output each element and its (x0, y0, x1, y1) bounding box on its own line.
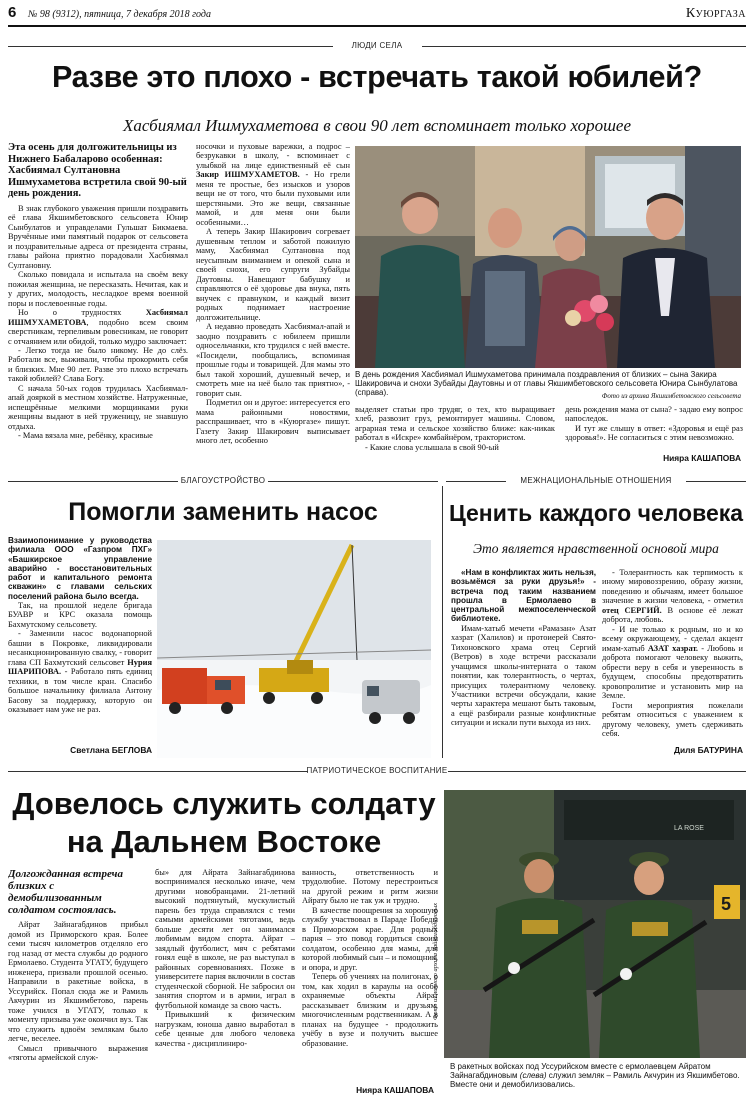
article1-col2 (196, 142, 350, 468)
rubric-rule-right (422, 46, 746, 47)
header-rule (8, 25, 746, 27)
rubric-interethnic: МЕЖНАЦИОНАЛЬНЫЕ ОТНОШЕНИЯ (520, 476, 672, 485)
text-span: - Толерантность как терпимость к иному мировоззрению, образу жизни, поведению и обычаям, имеет большое значение в жизни человека, - отметил (602, 568, 743, 606)
text-span: - И не только к родным, но и ко всему окружающему, - сделал акцент имам-хатыб (602, 624, 743, 653)
photo3-caption (450, 1062, 742, 1090)
article1-col4 (565, 405, 743, 460)
paragraph (8, 629, 152, 714)
rubric-people: ЛЮДИ СЕЛА (351, 41, 403, 50)
rubric-rule-left (8, 46, 333, 47)
crane-photo (157, 540, 431, 758)
paragraph: Подметил он и другое: интересуется его мама районными новостями, расспрашивает, что в «Куюргазе» пишут. Газету Закир Шакирович выписывает много лет, особенно (196, 398, 350, 446)
newspaper-name: Куюргаза (685, 6, 746, 21)
article1-author: Нияра КАШАПОВА (663, 453, 741, 463)
rubric-rule-left (8, 771, 308, 772)
text-span: В основе её лежат доброта, любовь. (602, 605, 743, 625)
crane-photo-illustration (157, 540, 431, 758)
column-divider (442, 486, 443, 758)
text-span: - Но грели меня те простые, без изысков и узоров вещи не от того, что были пуховыми или шерстяными. Это же вещи, связанные мамой, и для меня они были особенными… (196, 170, 350, 227)
soldiers-photo-illustration (444, 790, 746, 1058)
article3-subtitle: Это являeтся нравственной основой мира (473, 541, 719, 556)
article1-lead: Эта осень для долгожительницы из Нижнего Бабаларово особенная: Хасбиямал Султановна Ишмухаметова встретила свой 90-ый день рождения. (8, 142, 187, 200)
article4-lead: Долгожданная встреча близких с демобилизованным солдатом состоялась. (8, 868, 123, 917)
rubric-patriotic: ПАТРИОТИЧЕСКОЕ ВОСПИТАНИЕ (306, 766, 448, 775)
text-span: Но о трудностях (18, 308, 122, 318)
rubric-improvement: БЛАГОУСТРОЙСТВО (180, 476, 266, 485)
paragraph: бы» для Айрата Зайнагабдинова воспринимался несколько иначе, чем другими новобранцами. 21-летний высокий подтянутый, мускулистый парень без труда справлялся с теми самыми армейскими тяготами, ведь больше десяти лет он занимался любимым видом спорта. Айрат – заядлый футболист, мяч с ребятами гонял ещё в школе, не раз выступал в районных соревнованиях. Позже в университете парня включили в состав студенческой сборной. Не забросил он занятия спортом и в армии, играл в футбольной команде за свою часть. (155, 868, 295, 1010)
paragraph: В знак глубокого уважения пришли поздравить её глава Якшимбетовского сельсовета Юнир Сынбулатов и управделами Гульшат Бикмаева. Вручённые ими памятный подарок от сельсовета и поздравительные адреса от президента страны, главы района приятно порадовали Хасбиямал Султановну. (8, 203, 188, 270)
article4-col2 (155, 868, 295, 1098)
text-span: - Работало пять единиц техники, в том числе кран. Спасибо большое начальнику филиала Антону Басову за поддержку, которую он оказывает нам уже не раз. (8, 667, 152, 715)
page-number: 6 (8, 4, 17, 21)
paragraph: Теперь об учениях на полигонах, о том, как ходил в караулы на особо охраняемые объекты Айрат рассказывает близким и друзьям, многочисленным родственникам. А в планах на будущее - продолжить учёбу в вузе и получить высшее образование. (302, 972, 438, 1048)
caption-text: В ракетных войсках под Уссурийском вместе с ермолаевцем Айратом Зайнагабдиновым (450, 1062, 711, 1081)
paragraph: Айрат Зайнагабдинов прибыл домой из Приморского края. Более семи тысяч километров отделяло его год назад от места службы до родного Ермолаево. Студента УГАТУ, будущего инженера, призвали прошлой осенью. Направили в ракетные войска, в Уссурийск. Попал сюда же и Рамиль Акчурин из Якшимбетово, парень тоже учился в УГАТУ, только к моменту призыва уже окончил вуз. Так что служить вдвоём землякам было легче, веселее. (8, 920, 148, 1044)
photo1-credit: Фото из архива Якшимбетовского сельсовета (601, 392, 741, 400)
person-name: Хасбиямал ИШМУХАМЕТОВА (8, 308, 188, 327)
rubric-rule-right (686, 481, 746, 482)
rubric-rule-left (8, 481, 178, 482)
anniversary-photo (355, 146, 741, 368)
paragraph: Гости мероприятия пожелали ребятам относиться с уважением к другому человеку, уметь сдерживать себя. (602, 700, 743, 739)
family-photo-illustration (355, 146, 741, 368)
rubric-rule-left (446, 481, 506, 482)
paragraph: А теперь Закир Шакирович согревает душевным теплом и заботой пожилую маму, Хасбиямал Султановна под неусыпным вниманием и опекой сына и своей снохи, его супруги Зубайды Даутовны. Навещают бабушку и справляются о её здоровье два внука, пять внучек с правнуком, и каждый визит родных поднимает настроение долгожительнице. (196, 227, 350, 322)
text-span: - Любовь и доброта помогают человеку выжить, обрести веру в себя и уверенность в будущем, способны предотвратить кровопролитие и установить мир на Земле. (602, 643, 743, 701)
person-name: Нурия ШАРИПОВА. (8, 657, 152, 677)
paragraph: выделяет статьи про трудяг, о тех, кто выращивает хлеб, развозит груз, ремонтирует машины. Словом, аграрная тема и сельское хозяйство ближе: как-никак работал в «Искре» комбайнёром, трактористом. (355, 405, 555, 443)
paragraph: - Легко тогда не было никому. Не до слёз. Работали все, выживали, чтобы прокормить себя и близких. Мне 90 лет. Разве это плохо встречать такой юбилей? Слава Богу. (8, 346, 188, 384)
shop-sign: LA ROSE (674, 825, 704, 832)
article2-lead: Взаимопонимание у руководства филиала ООО «Газпром ПХГ» «Башкирское управление аварийно - восстановительных работ и капитального ремонта скважин» с главами сельских поселений района было всегда. (8, 536, 152, 601)
soldiers-photo (444, 790, 746, 1058)
person-name: отец СЕРГИЙ. (602, 605, 662, 615)
paragraph (8, 308, 188, 346)
sign-number: 5 (721, 894, 732, 914)
text-span: носочки и пуховые варежки, а подрос – безрукавки в школу, - вспоминает с улыбкой на лице единственный её сын (196, 142, 350, 170)
article1-subtitle: Хасбиямал Ишмухаметова в свои 90 лет вспоминает только хорошее (122, 116, 632, 135)
caption-text: В день рождения Хасбиямал Ишмухаметова принимала поздравления от близких – сына Закира Шакировича и снохи Зубайды Даутовны и от главы Якшимбетовского сельсовета Юнира Сынбулатова (справа). (355, 370, 738, 398)
caption-emphasis: (слева) (519, 1071, 547, 1081)
article3-author: Диля БАТУРИНА (673, 745, 743, 755)
article2-author: Светлана БЕГЛОВА (70, 745, 152, 755)
paragraph: А недавно проведать Хасбиямал-апай и заодно поздравить с юбилеем пришли односельчанки, кто трудился с ней вместе. «Посидели, пообщались, вспоминая прошлые годы и товарищей. Для мамы это был такой хороший, душевный вечер, и смотреть мне на неё было так приятно», - говорит сын. (196, 322, 350, 398)
article4-col1 (8, 868, 148, 1098)
caption-text: служил земляк – Рамиль Акчурин из Якшимбетово. Вместе они и демобилизовались. (450, 1071, 740, 1090)
photo3-credit-vertical: Фото из личного архива Зайнагабдиновых (432, 902, 439, 1020)
issue-info: № 98 (9312), пятница, 7 декабря 2018 года (28, 9, 211, 20)
article3-col2 (602, 568, 743, 743)
article1-col3 (355, 405, 555, 467)
paragraph: - Мама вязала мне, ребёнку, красивые (18, 431, 153, 441)
person-name: АЗАТ хазрат. (647, 643, 699, 653)
paragraph: - Какие слова услышала в свой 90-ый (365, 442, 499, 452)
article1-title: Разве это плохо - встречать такой юбилей? (52, 60, 702, 94)
paragraph: С начала 50-ых годов трудилась Хасбиямал-апай дояркой в местном хозяйстве. Натруженные, испещрённые мелкими морщинками руки женщины выдают в ней труженицу, не знавшую отдыха. (8, 383, 188, 431)
paragraph: Так, на прошлой неделе бригада БУАВР и КРС оказала помощь Бахмутскому сельсовету. (8, 600, 152, 629)
paragraph: Смысл привычного выражения «тяготы армейской служ- (8, 1043, 148, 1063)
paragraph: Привыкший к физическим нагрузкам, юноша давно выработал в себе ценные для любого человека качества - дисциплиниро- (155, 1010, 295, 1048)
article3-title: Ценить каждого человека (448, 500, 744, 526)
page-header (8, 5, 746, 27)
paragraph: день рождения мама от сына? - задаю ему вопрос напоследок. (565, 405, 743, 424)
article4-col3 (302, 868, 438, 1083)
paragraph: В качестве поощрения за хорошую службу участвовал в Параде Победы в Приморском крае. Для родных парня – это повод гордиться своим солдатом, особенно для мамы, для которой любимый сын – и помощник, и опора, и друг. (302, 905, 438, 972)
article3-col1 (451, 568, 596, 758)
paragraph: Сколько повидала и испытала на своём веку пожилая женщина, не пересказать. Нечитая, как и у других, молодость, несладкое время военной поры и послевоенные годы. (8, 270, 188, 308)
paragraph: ванность, ответственность и трудолюбие. Потому перестроиться на другой режим и ритм жизни Айрату было не так уж и трудно. (302, 868, 438, 906)
rubric-rule-right (448, 771, 746, 772)
article2-text (8, 536, 152, 758)
paragraph: Имам-хатыб мечети «Рамазан» Азат хазрат (Халилов) и протоиерей Свято-Тихоновского храма отец Сергий (Ветров) в ходе встречи рассказали учащимся школы-интерната о таком понятии, как толерантность, о чертах, присущих толерантному человеку. Участники встречи обсуждали, какие черты характера мешают быть таковым, а ещё разбирали разные конфликтные ситуации и искали пути выхода из них. (451, 623, 596, 728)
article4-title-line2: на Дальнем Востоке (66, 824, 382, 859)
paragraph (602, 625, 743, 701)
article4-title-line1: Довелось служить солдату (12, 786, 436, 821)
person-name: Закир ИШМУХАМЕТОВ. (196, 170, 300, 180)
article1-col1 (8, 142, 188, 468)
article3-lead: «Нам в конфликтах жить нельзя, возьмёмся за руки друзья!» - встреча под таким названием прошла в Ермолаево в центральной межпоселенческой библиотеке. (451, 568, 596, 624)
article2-title: Помогли заменить насос (68, 498, 378, 526)
text-span: - Заменили насос водонапорной башни в Покровке, ликвидировали несанкционированную свалку, - говорит глава СП Бахмутский сельсовет (8, 629, 152, 667)
rubric-rule-right (268, 481, 438, 482)
paragraph (196, 142, 350, 227)
text-span: , подобно всем своим сверстникам, терпеливым ровесникам, не говорит с отчаянием или обидой, только мудро заключает: (8, 317, 188, 346)
paragraph (602, 568, 743, 625)
paragraph: И тут же слышу в ответ: «Здоровья и ещё раз здоровья!». Не согласиться с этим невозможно. (565, 423, 743, 443)
article4-author: Нияра КАШАПОВА (356, 1085, 434, 1095)
